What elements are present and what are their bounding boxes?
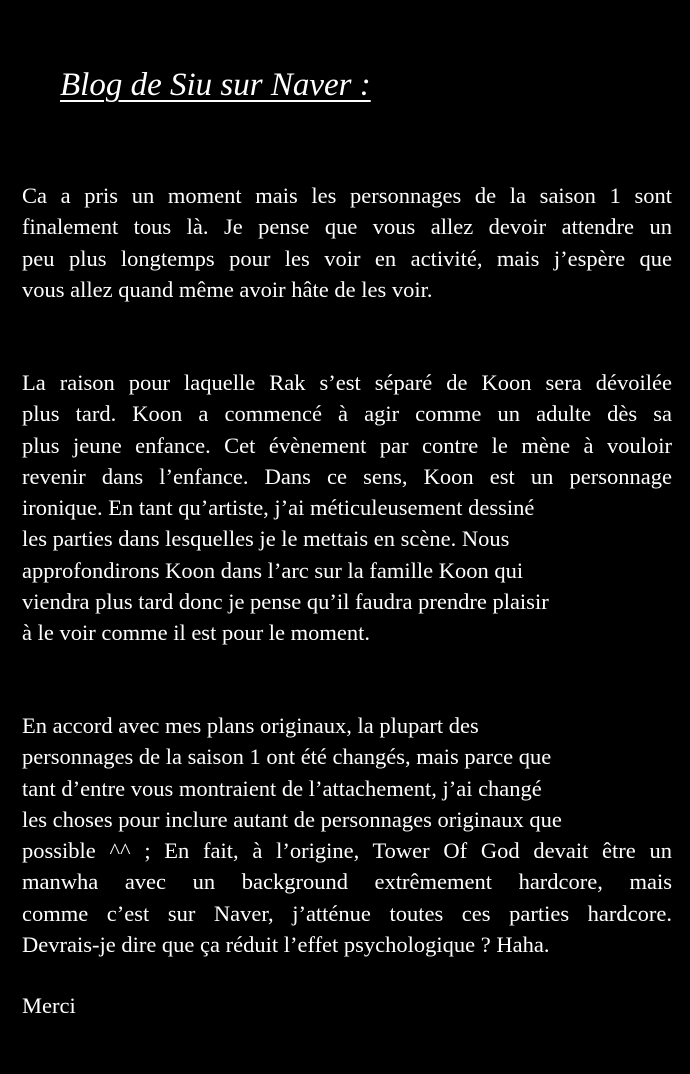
paragraph-line: comme c’est sur Naver, j’atténue toutes ces parties hardcore. bbox=[22, 900, 672, 926]
paragraph-line: viendra plus tard donc je pense qu’il faudra prendre plaisir bbox=[22, 589, 549, 615]
paragraph-2 bbox=[22, 367, 672, 649]
paragraph-line: tant d’entre vous montraient de l’attachement, j’ai changé bbox=[22, 775, 542, 801]
paragraph-line: La raison pour laquelle Rak s’est séparé de Koon sera dévoilée bbox=[22, 370, 672, 395]
paragraph-line: ironique. En tant qu’artiste, j’ai méticuleusement dessiné bbox=[22, 495, 535, 521]
paragraph-line: approfondirons Koon dans l’arc sur la famille Koon qui bbox=[22, 557, 524, 583]
paragraph-line: possible ^^ ; En fait, à l’origine, Tower Of God devait être un bbox=[22, 838, 672, 864]
paragraph-3 bbox=[22, 710, 672, 960]
paragraph-line: revenir dans l’enfance. Dans ce sens, Koon est un personnage bbox=[22, 463, 672, 489]
paragraph-line: les choses pour inclure autant de personnages originaux que bbox=[22, 806, 562, 832]
paragraph-line: plus jeune enfance. Cet évènement par contre le mène à vouloir bbox=[22, 432, 672, 458]
closing-line: Merci bbox=[22, 993, 76, 1018]
page-title: Blog de Siu sur Naver : bbox=[60, 67, 371, 103]
paragraph-line: peu plus longtemps pour les voir en activité, mais j’espère que bbox=[22, 245, 672, 271]
paragraph-line: manwha avec un background extrêmement hardcore, mais bbox=[22, 869, 672, 895]
paragraph-line: à le voir comme il est pour le moment. bbox=[22, 620, 371, 646]
paragraph-line: personnages de la saison 1 ont été changés, mais parce que bbox=[22, 744, 552, 770]
paragraph-line: vous allez quand même avoir hâte de les voir. bbox=[22, 276, 433, 302]
paragraph-1 bbox=[22, 180, 672, 305]
paragraph-line: plus tard. Koon a commencé à agir comme un adulte dès sa bbox=[22, 401, 672, 427]
paragraph-4 bbox=[22, 990, 672, 1021]
paragraph-line: Ca a pris un moment mais les personnages de la saison 1 sont bbox=[22, 183, 672, 208]
paragraph-line: les parties dans lesquelles je le mettais en scène. Nous bbox=[22, 526, 510, 552]
paragraph-line: En accord avec mes plans originaux, la plupart des bbox=[22, 713, 479, 738]
paragraph-line: finalement tous là. Je pense que vous allez devoir attendre un bbox=[22, 214, 672, 240]
paragraph-line: Devrais-je dire que ça réduit l’effet psychologique ? Haha. bbox=[22, 932, 550, 958]
